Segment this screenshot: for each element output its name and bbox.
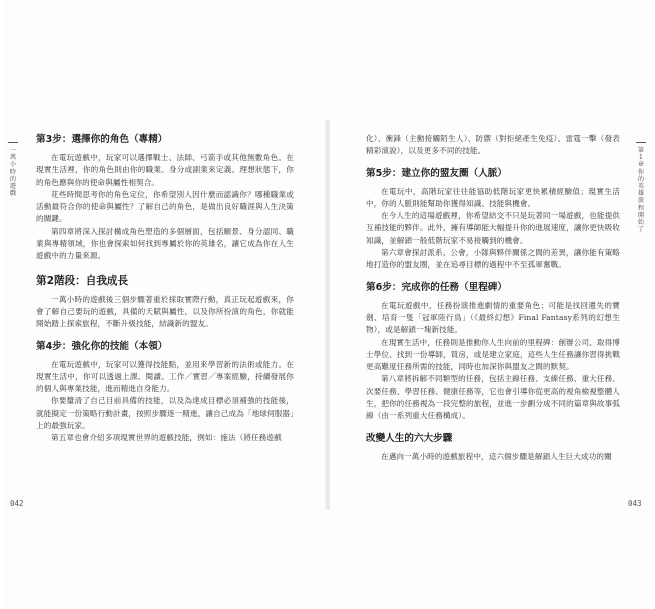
heading-step-3: 第3步：選擇你的角色（專精）	[36, 134, 168, 145]
running-head-rule-right	[636, 142, 646, 143]
page-number-right: 043	[628, 499, 642, 508]
paragraph: 在電玩遊戲中，玩家可以選擇戰士、法師、弓箭手或其他無數角色。在現實生活裡，你的角色則由你的職業、身分或副業來定義。理想狀態下，你的角色應與你的使命與屬性相契合。	[36, 153, 294, 187]
heading-stage-2: 第2階段：自我成長	[36, 274, 129, 287]
paragraph: 花些時間思考你的角色定位，你希望別人因什麼而認識你？哪種職業或活動最符合你的使命與屬性？了解自己的角色，是做出良好職涯與人生決策的關鍵。	[36, 189, 294, 224]
heading-step-5: 第5步：建立你的盟友圈（人脈）	[366, 167, 507, 179]
running-head-right: 第1章 你的英雄旅程開始了	[637, 147, 645, 234]
paragraph-continued: 化）、衝鋒（主動接觸陌生人）、防禦（對拒絕產生免疫）、雷霆一擊（發表精彩演說），以及更多不同的技能。	[366, 134, 620, 156]
paragraph: 在邁向一萬小時的遊戲旅程中，這六個步驟是解鎖人生巨大成功的關	[381, 451, 612, 461]
running-head-left: 一萬小時的遊戲	[9, 147, 17, 198]
heading-step-4: 第4步：強化你的技能（本領）	[36, 340, 168, 352]
paragraph: 在電玩遊戲中，玩家可以獲得技能點，並用來學習新的法術或能力。在現實生活中，你可以透過上課、閱讀、工作／實習／專案經驗，持續發展你的個人與專業技能，進而精進自身能力。	[36, 359, 294, 394]
paragraph: 第八章將拆解不同類型的任務，包括主線任務、支線任務、重大任務、次要任務、學習任務、健康任務等，它也會引導你從更高的視角檢視整體人生，把你的任務視為一段完整的旅程，並進一步劃分成不同的篇章與故事弧線（由一系列重大任務構成）。	[366, 374, 620, 421]
paragraph: 在電玩遊戲中，任務扮演推進劇情的重要角色；可能是找回遺失的寶劍、培育一隻「冠軍陸行鳥」（《最終幻想》Final Fantasy系列的幻想生物），或是解鎖一塊新技能。	[366, 300, 620, 335]
right-text-column	[366, 133, 620, 463]
heading-six-steps: 改變人生的六大步驟	[366, 432, 453, 444]
left-text-column	[36, 133, 294, 445]
paragraph: 你要釐清了自己目前具備的技能，以及為達成目標必須補強的技能後，就能擬定一份策略行動計畫，按照步驟逐一精進，讓自己成為「地球伺服器」上的最強玩家。	[36, 396, 294, 431]
paragraph: 一萬小時的遊戲後三個步驟著重於採取實際行動，真正玩起遊戲來，你會了解自己要玩的遊戲，具備的天賦與屬性，以及你所扮演的角色，你就能開始踏上探索旅程，不斷升級技能，結識新的盟友。	[36, 294, 294, 329]
page-number-left: 042	[10, 499, 24, 508]
heading-step-6: 第6步：完成你的任務（里程碑）	[366, 281, 507, 293]
running-head-rule-left	[8, 142, 18, 143]
paragraph: 在現實生活中，任務則是推動你人生向前的里程碑：創辦公司、取得博士學位、找到一份導師，買房，或是建立家庭，這些人生任務讓你習得挑戰更高難度任務所需的技能，同時也加深你與盟友之間的默契。	[366, 337, 620, 372]
paragraph: 在電玩中，高階玩家往往能協助低階玩家更快累積經驗值；現實生活中，你的人脈則能幫助你獲得知識、技能與機會。	[366, 186, 620, 208]
paragraph: 第五章也會介紹多項現實世界的遊戲技能，例如：施法（將任務遊戲	[51, 433, 282, 443]
paragraph: 在今人生的這場遊戲裡，你希望結交不只是玩著同一場遊戲，也能提供互補技能的夥伴。此外，擁有導師能大幅提升你的進展速度，讓你更快吸收知識，並解鎖一般低階玩家不易接觸到的機會。	[366, 211, 620, 245]
paragraph: 第四章將深入探討構成角色塑造的多個層面，包括願景、身分認同、職業與專精領域，你也會探索如何找到專屬於你的英雄名，讓它成為你在人生遊戲中的力量來源。	[36, 226, 294, 261]
paragraph: 第六章會探討派系、公會，小隊與夥伴關係之間的差異，讓你能有策略地打造你的盟友圈，並在追尋目標的過程中不至孤軍奮戰。	[366, 248, 620, 270]
